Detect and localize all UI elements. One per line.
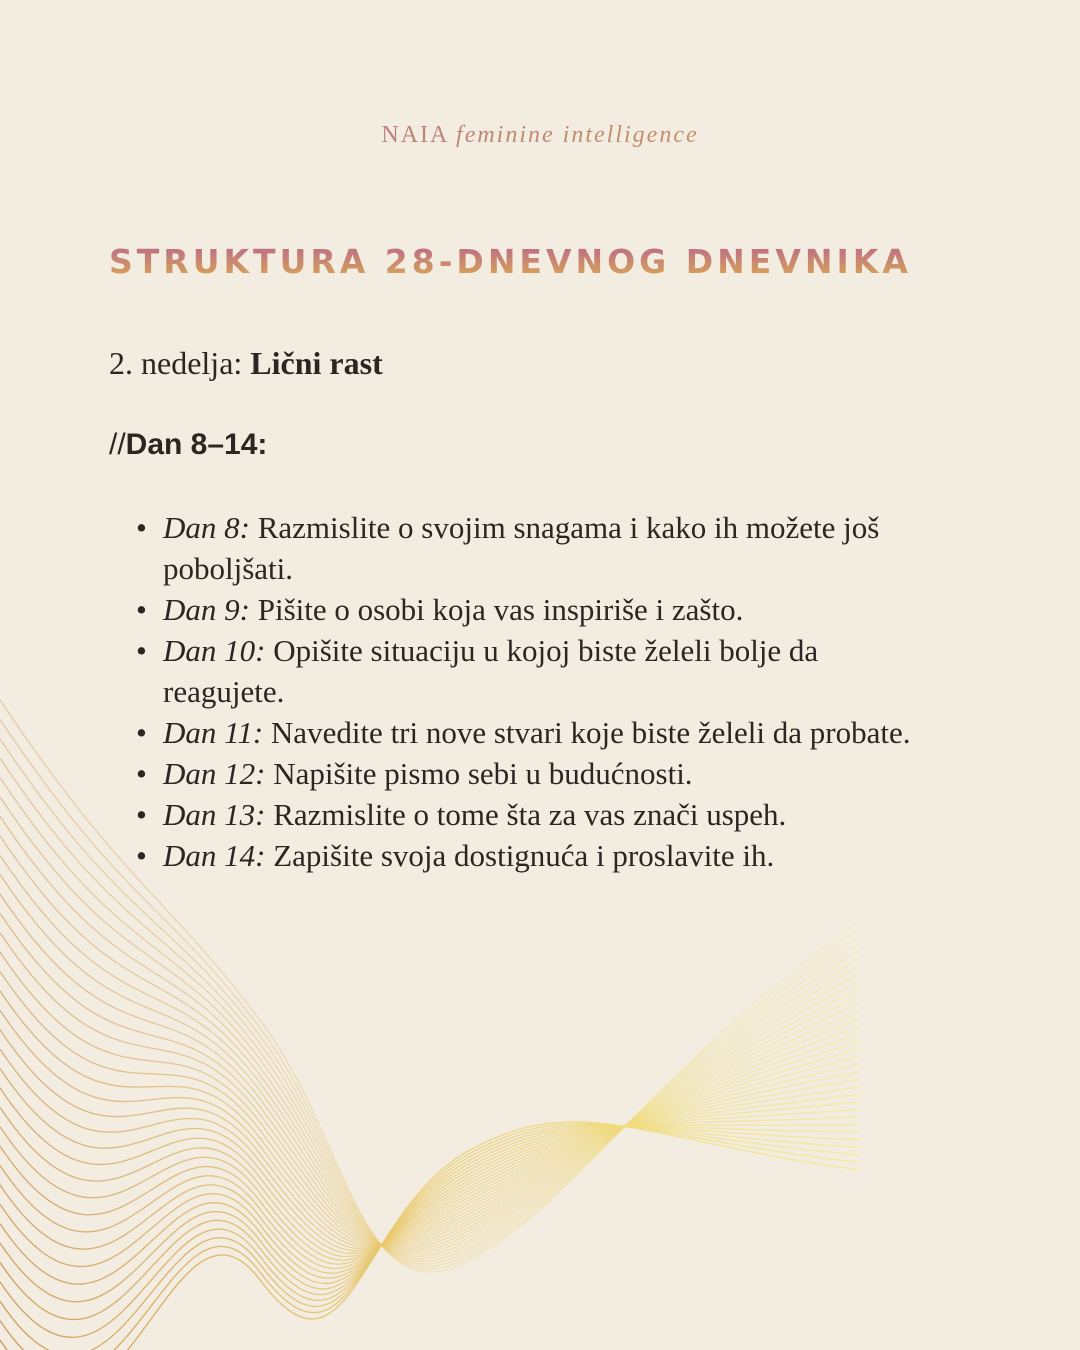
bullet-icon: • [136,838,147,873]
wave-line [0,1126,860,1338]
list-item [136,835,916,876]
wave-line [0,991,860,1245]
list-item [136,507,916,589]
wave-line [0,1122,860,1350]
list-item [136,589,916,630]
wave-line [0,875,860,1251]
wave-line [0,952,860,1246]
bullet-icon: • [136,715,147,750]
day-label: Dan 11: [163,715,264,750]
day-range-heading [109,426,267,464]
page-title: STRUKTURA 28-DNEVNOG DNEVNIKA [109,240,912,284]
wave-line [0,1087,860,1260]
brand-name: NAIA [381,122,449,148]
wave-line [0,1123,860,1350]
wave-line [0,1109,860,1273]
week-heading [109,343,383,383]
day-text: Napišite pismo sebi u budućnosti. [273,756,693,791]
bullet-icon: • [136,633,147,668]
day-text: Navedite tri nove stvari koje biste želeli da probate. [270,715,911,750]
week-prefix: 2. nedelja: [109,345,243,381]
wave-line [0,836,860,1255]
wave-line [0,1010,860,1246]
bullet-icon: • [136,510,147,545]
wave-line [0,1117,860,1278]
list-item [136,630,916,712]
day-text: Zapišite svoja dostignuća i proslavite ih. [273,838,775,873]
wave-line [0,1125,860,1350]
list-item [136,794,916,835]
wave-line [0,913,860,1247]
wave-line [0,894,860,1249]
wave-line [0,1126,860,1319]
brand-header [0,122,1080,149]
day-text: Pišite o osobi koja vas inspiriše i zašto. [257,592,744,627]
bullet-icon: • [136,797,147,832]
day-label: Dan 10: [163,633,266,668]
wave-line [0,1126,860,1301]
wave-line [0,972,860,1246]
wave-line [0,1049,860,1248]
day-text: Razmislite o svojim snagama i kako ih možete još poboljšati. [163,510,880,586]
list-item [136,712,916,753]
wave-line [0,1030,860,1247]
day-list [136,507,916,876]
wave-line [0,816,860,1256]
wave-line [0,1102,860,1269]
wave-line [0,933,860,1247]
wave-line [0,855,860,1252]
brand-tagline: feminine intelligence [456,122,699,148]
wave-line [0,1072,860,1254]
list-item [136,753,916,794]
week-name: Lični rast [250,345,383,381]
range-label: Dan 8–14: [125,428,268,461]
day-label: Dan 12: [163,756,266,791]
wave-line [0,1125,860,1285]
day-text: Razmislite o tome šta za vas znači uspeh. [273,797,787,832]
bullet-icon: • [136,592,147,627]
range-prefix: // [109,428,126,461]
wave-line [0,1094,860,1264]
day-label: Dan 13: [163,797,266,832]
wave-line [0,1079,860,1256]
bullet-icon: • [136,756,147,791]
day-text: Opišite situaciju u kojoj biste želeli bolje da reagujete. [163,633,819,709]
day-label: Dan 8: [163,510,250,545]
day-label: Dan 9: [163,592,250,627]
wave-line [0,1064,860,1251]
day-label: Dan 14: [163,838,266,873]
